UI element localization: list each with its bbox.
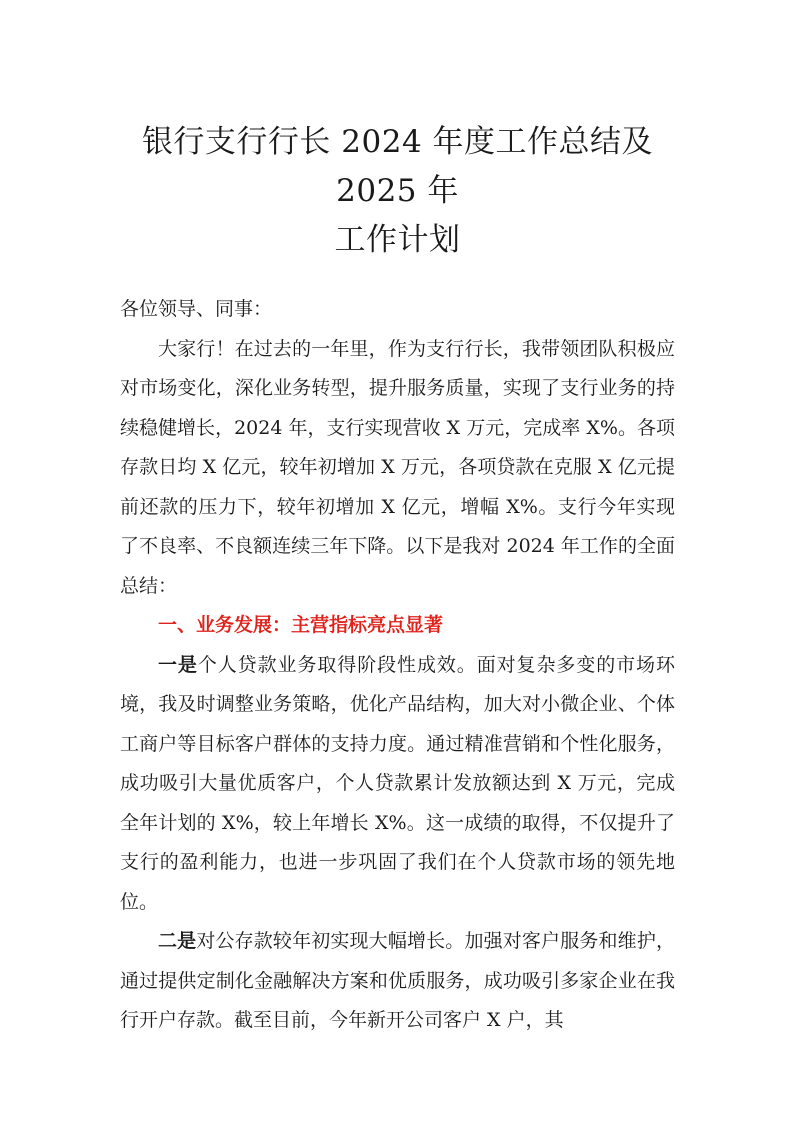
document-title xyxy=(120,118,675,265)
greeting: 各位领导、同事： xyxy=(120,298,273,320)
section-heading-1: 一、业务发展：主营指标亮点显著 xyxy=(158,614,444,636)
paragraph-1-lead: 一是 xyxy=(158,653,198,676)
paragraph-2-text: 对公存款较年初实现大幅增长。加强对客户服务和维护，通过提供定制化金融解决方案和优质服务，成功吸引多家企业在我行开户存款。截至目前，今年新开公司客户 X 户，其 xyxy=(120,930,675,1031)
title-line-2: 工作计划 xyxy=(334,222,461,258)
intro-paragraph: 大家行！在过去的一年里，作为支行行长，我带领团队积极应对市场变化，深化业务转型，提升服务质量，实现了支行业务的持续稳健增长，2024 年，支行实现营收 X 万元，完成率 X%。各项存款日均 X 亿元，较年初增加 X 万元，各项贷款在克服 X 亿元提前还款的压力下，较年初增加 X 亿元，增幅 X%。支行今年实现了不良率、不良额连续三年下降。以下是我对 2024 年工作的全面总结： xyxy=(120,337,675,597)
title-line-1: 银行支行行长 2024 年度工作总结及 2025 年 xyxy=(141,124,654,209)
paragraph-2-lead: 二是 xyxy=(158,930,197,952)
document-body xyxy=(120,290,675,1041)
paragraph-1-text: 个人贷款业务取得阶段性成效。面对复杂多变的市场环境，我及时调整业务策略，优化产品结构，加大对小微企业、个体工商户等目标客户群体的支持力度。通过精准营销和个性化服务，成功吸引大量优质客户，个人贷款累计发放额达到 X 万元，完成全年计划的 X%，较上年增长 X%。这一成绩的取得，不仅提升了支行的盈利能力，也进一步巩固了我们在个人贷款市场的领先地位。 xyxy=(120,653,675,913)
document-page xyxy=(120,118,675,1041)
paragraph-2 xyxy=(120,922,675,1041)
paragraph-1 xyxy=(120,646,675,923)
